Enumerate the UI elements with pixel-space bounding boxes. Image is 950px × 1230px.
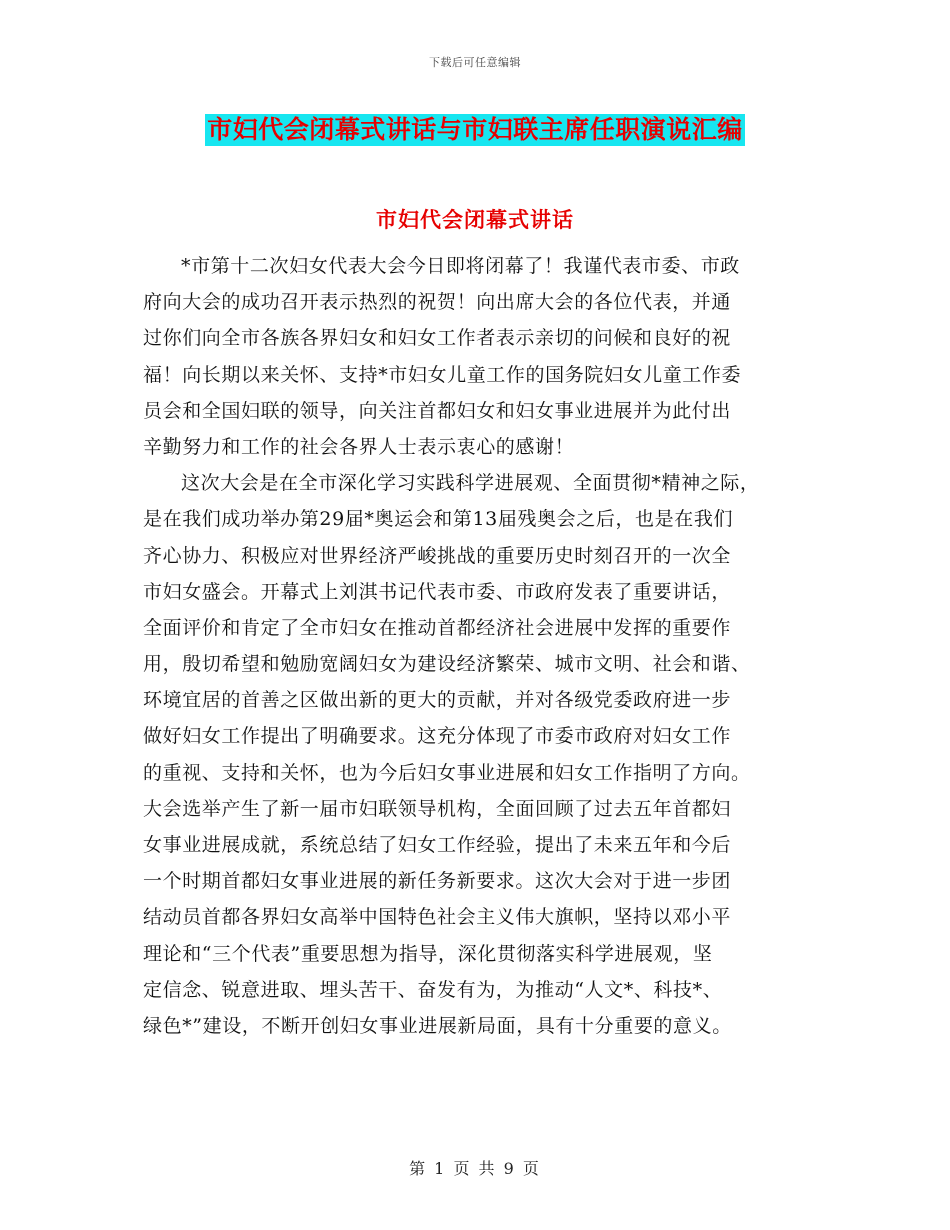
text-line: 的重视、支持和关怀，也为今后妇女事业进展和妇女工作指明了方向。 <box>143 761 751 784</box>
text-line: 员会和全国妇联的领导，向关注首都妇女和妇女事业进展并为此付出 <box>143 399 732 422</box>
text-line: 过你们向全市各族各界妇女和妇女工作者表示亲切的问候和良好的祝 <box>143 327 732 350</box>
text-line: *市第十二次妇女代表大会今日即将闭幕了！我谨代表市委、市政 <box>181 255 740 277</box>
main-title-container <box>0 114 950 146</box>
text-line: 理论和“三个代表”重要思想为指导，深化贯彻落实科学进展观，坚 <box>143 942 713 965</box>
text-line: 定信念、锐意进取、埋头苦干、奋发有为，为推动“人文*、科技*、 <box>143 978 723 1001</box>
text-line: 这次大会是在全市深化学习实践科学进展观、全面贯彻*精神之际， <box>181 472 760 495</box>
text-line: 大会选举产生了新一届市妇联领导机构，全面回顾了过去五年首都妇 <box>143 797 732 820</box>
text-line: 结动员首都各界妇女高举中国特色社会主义伟大旗帜，坚持以邓小平 <box>143 906 732 929</box>
main-title: 市妇代会闭幕式讲话与市妇联主席任职演说汇编 <box>207 115 743 144</box>
text-line: 是在我们成功举办第29届*奥运会和第13届残奥会之后，也是在我们 <box>143 508 734 531</box>
text-line: 福！向长期以来关怀、支持*市妇女儿童工作的国务院妇女儿童工作委 <box>143 363 742 386</box>
body-text <box>143 248 823 1044</box>
section-title: 市妇代会闭幕式讲话 <box>376 207 574 232</box>
text-line: 绿色*”建设，不断开创妇女事业进展新局面，具有十分重要的意义。 <box>143 1014 732 1037</box>
text-line: 全面评价和肯定了全市妇女在推动首都经济社会进展中发挥的重要作 <box>143 616 732 639</box>
text-line: 用，殷切希望和勉励宽阔妇女为建设经济繁荣、城市文明、社会和谐、 <box>143 653 751 676</box>
text-line: 齐心协力、积极应对世界经济严峻挑战的重要历史时刻召开的一次全 <box>143 544 732 567</box>
text-line: 辛勤努力和工作的社会各界人士表示衷心的感谢！ <box>143 435 575 458</box>
text-line: 环境宜居的首善之区做出新的更大的贡献，并对各级党委政府进一步 <box>143 689 732 712</box>
page-header-note: 下载后可任意编辑 <box>429 56 521 69</box>
text-line: 做好妇女工作提出了明确要求。这充分体现了市委市政府对妇女工作 <box>143 725 732 748</box>
text-line: 女事业进展成就，系统总结了妇女工作经验，提出了未来五年和今后 <box>143 834 732 856</box>
text-line: 府向大会的成功召开表示热烈的祝贺！向出席大会的各位代表，并通 <box>143 291 732 314</box>
text-line: 市妇女盛会。开幕式上刘淇书记代表市委、市政府发表了重要讲话， <box>143 580 732 603</box>
page-footer: 第 1 页 共 9 页 <box>409 1159 541 1178</box>
text-line: 一个时期首都妇女事业进展的新任务新要求。这次大会对于进一步团 <box>143 870 732 893</box>
